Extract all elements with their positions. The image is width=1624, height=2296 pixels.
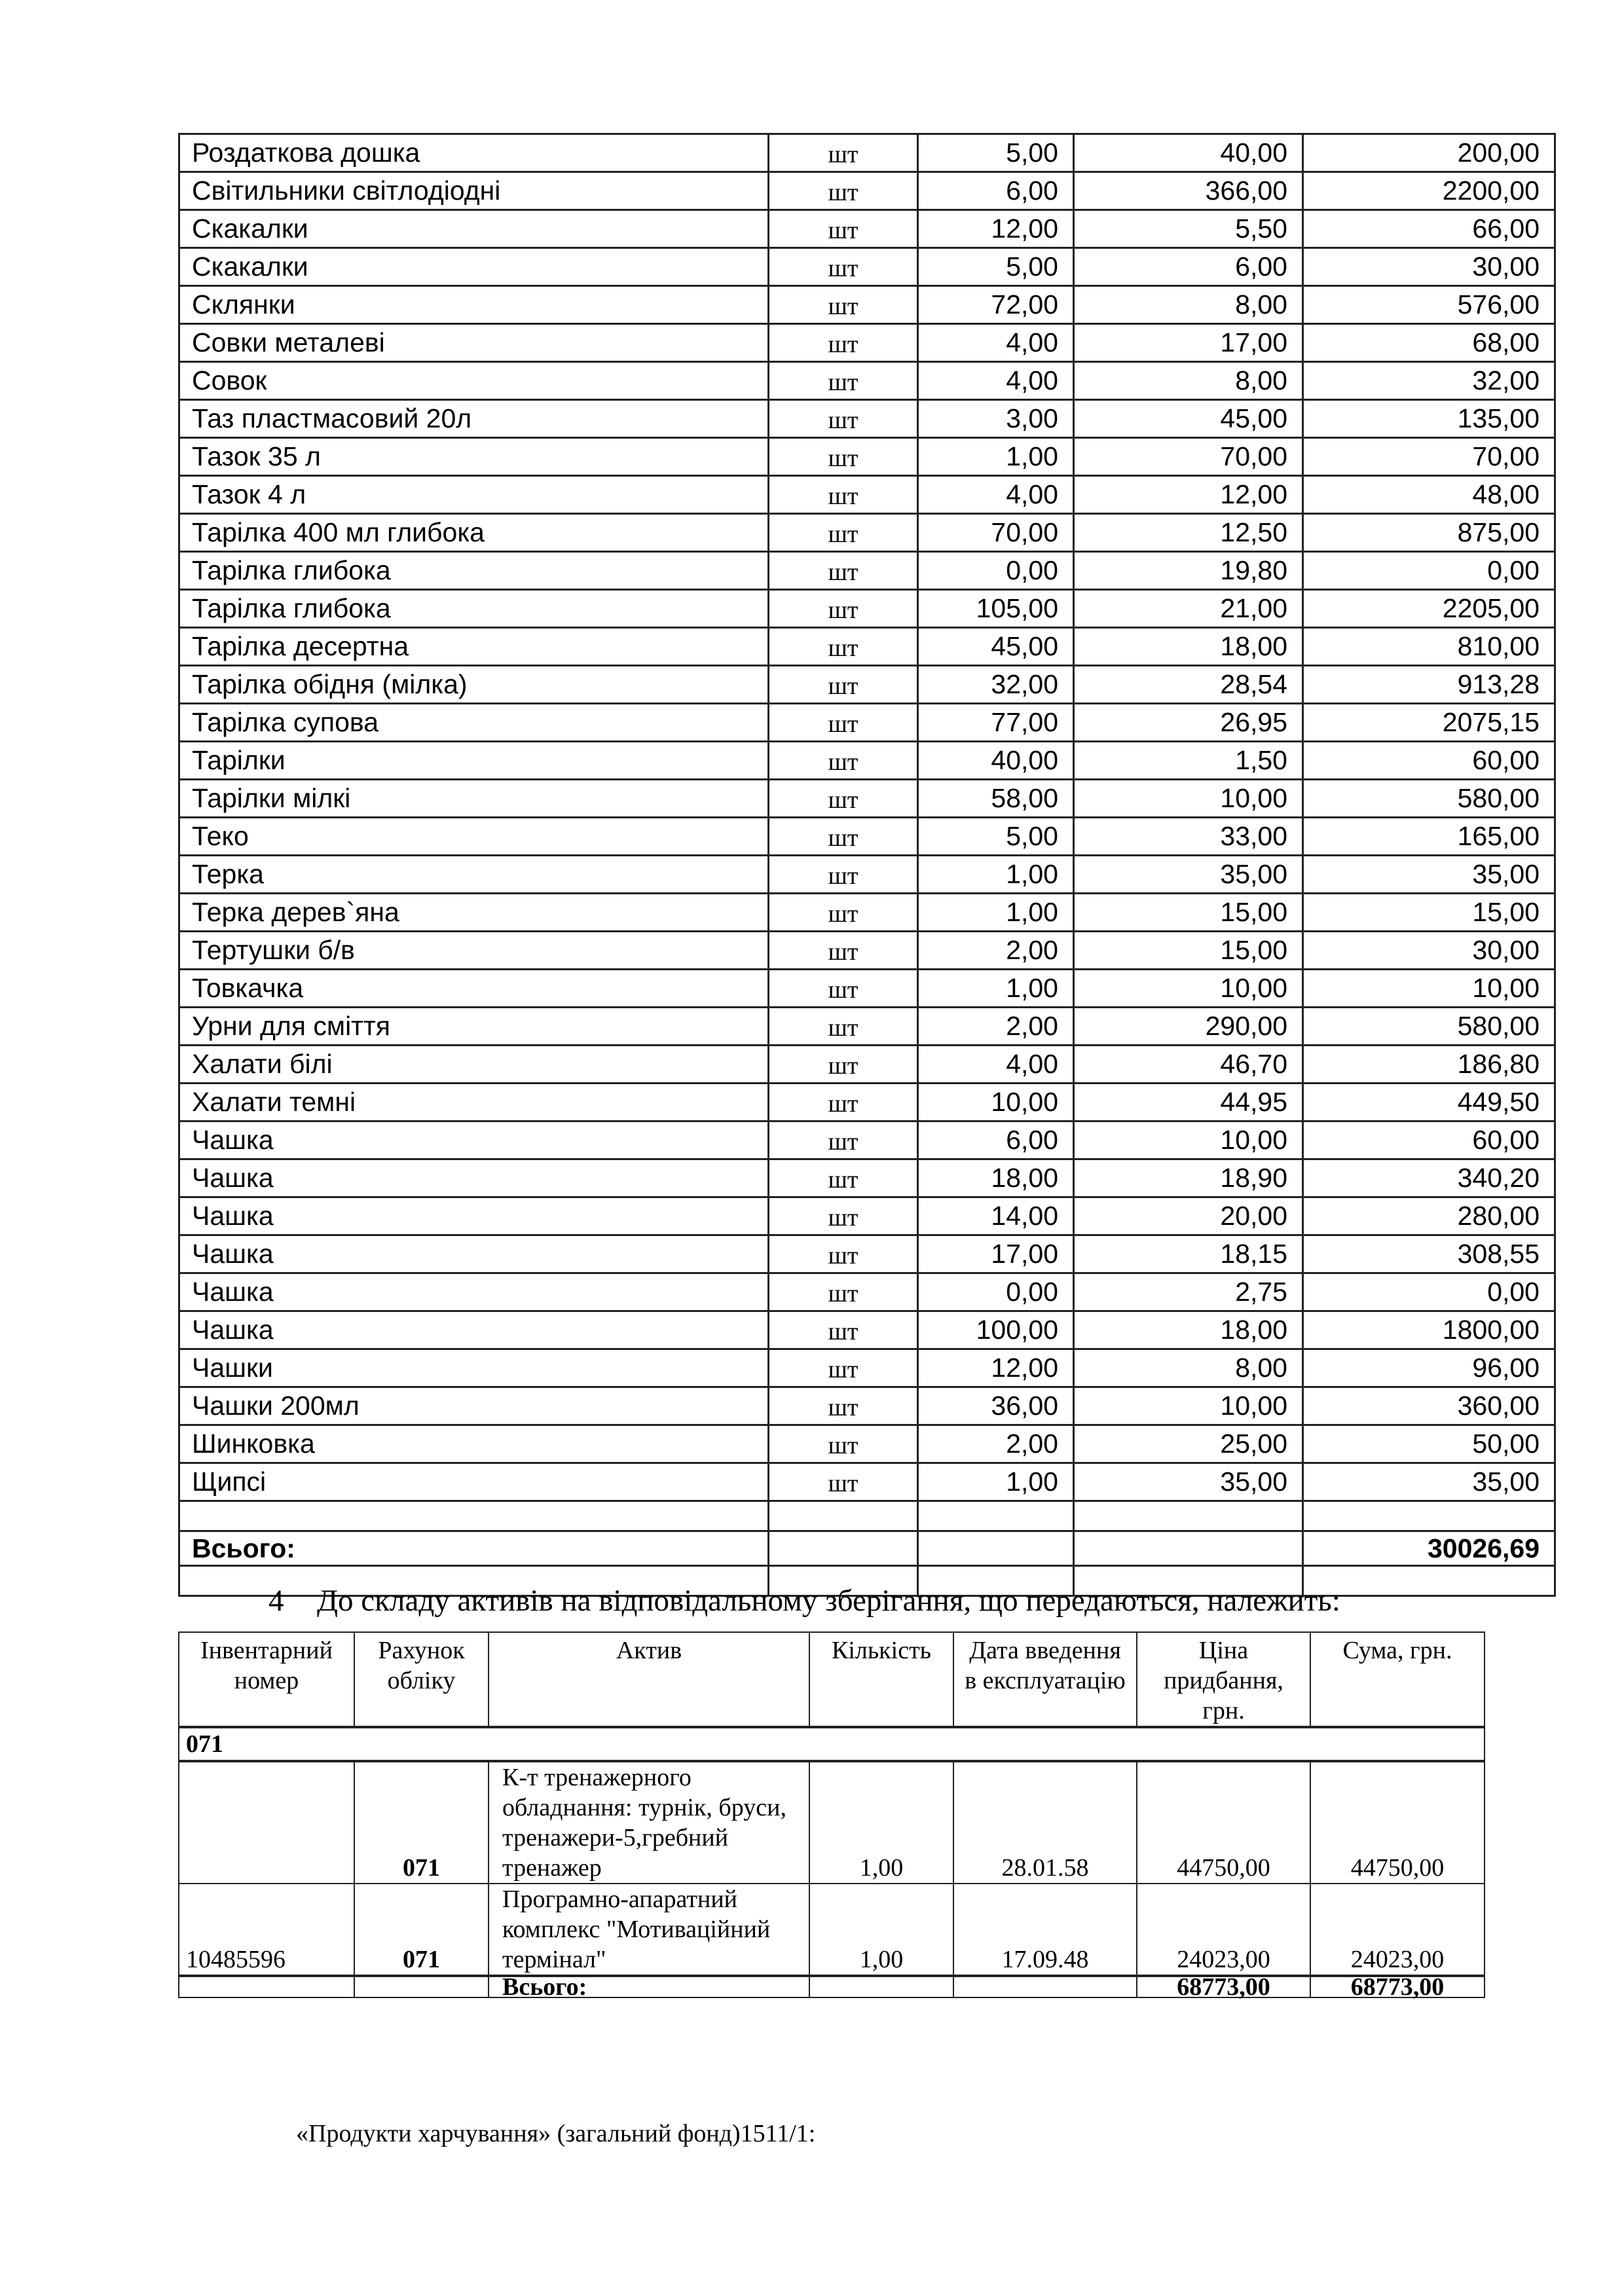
item-unit: шт <box>769 1046 918 1084</box>
asset-date: 17.09.48 <box>953 1884 1137 1976</box>
item-unit: шт <box>769 932 918 970</box>
asset-quantity: 1,00 <box>809 1884 953 1976</box>
item-quantity: 10,00 <box>918 1084 1074 1121</box>
item-quantity: 72,00 <box>918 286 1074 324</box>
item-quantity: 40,00 <box>918 742 1074 780</box>
item-price: 26,95 <box>1074 704 1303 742</box>
item-unit: шт <box>769 400 918 438</box>
item-price: 35,00 <box>1074 1463 1303 1501</box>
item-unit: шт <box>769 666 918 704</box>
asset-price: 24023,00 <box>1137 1884 1310 1976</box>
item-quantity: 105,00 <box>918 590 1074 628</box>
item-sum: 875,00 <box>1303 514 1555 552</box>
asset-date: 28.01.58 <box>953 1761 1137 1884</box>
item-name: Совки металеві <box>179 324 769 362</box>
inventory-row <box>179 324 1555 362</box>
item-name: Совок <box>179 362 769 400</box>
item-name: Чашка <box>179 1121 769 1159</box>
item-unit: шт <box>769 818 918 856</box>
inventory-row <box>179 894 1555 932</box>
inventory-row <box>179 742 1555 780</box>
item-unit: шт <box>769 1463 918 1501</box>
item-name: Чашка <box>179 1197 769 1235</box>
item-unit: шт <box>769 1387 918 1425</box>
inventory-row <box>179 1084 1555 1121</box>
item-name: Чашка <box>179 1235 769 1273</box>
item-name: Світильники світлодіодні <box>179 172 769 210</box>
food-products-heading: «Продукти харчування» (загальний фонд)1511/1: <box>296 2120 816 2147</box>
item-sum: 0,00 <box>1303 1273 1555 1311</box>
item-price: 46,70 <box>1074 1046 1303 1084</box>
assets-total-label: Всього: <box>489 1976 809 1997</box>
item-quantity: 18,00 <box>918 1159 1074 1197</box>
asset-sum: 24023,00 <box>1310 1884 1485 1976</box>
item-name: Тертушки б/в <box>179 932 769 970</box>
item-price: 8,00 <box>1074 286 1303 324</box>
item-price: 10,00 <box>1074 780 1303 818</box>
item-name: Роздаткова дошка <box>179 134 769 172</box>
item-price: 33,00 <box>1074 818 1303 856</box>
item-price: 12,00 <box>1074 476 1303 514</box>
item-quantity: 32,00 <box>918 666 1074 704</box>
inventory-row <box>179 286 1555 324</box>
item-quantity: 1,00 <box>918 1463 1074 1501</box>
item-sum: 68,00 <box>1303 324 1555 362</box>
item-unit: шт <box>769 1273 918 1311</box>
item-quantity: 2,00 <box>918 1425 1074 1463</box>
item-quantity: 0,00 <box>918 552 1074 590</box>
item-sum: 96,00 <box>1303 1349 1555 1387</box>
inventory-row <box>179 172 1555 210</box>
item-name: Тарілка десертна <box>179 628 769 666</box>
item-unit: шт <box>769 362 918 400</box>
item-name: Тарілка 400 мл глибока <box>179 514 769 552</box>
item-price: 70,00 <box>1074 438 1303 476</box>
item-price: 10,00 <box>1074 970 1303 1008</box>
item-name: Шинковка <box>179 1425 769 1463</box>
item-quantity: 5,00 <box>918 134 1074 172</box>
item-unit: шт <box>769 248 918 286</box>
item-price: 15,00 <box>1074 894 1303 932</box>
item-price: 10,00 <box>1074 1121 1303 1159</box>
inventory-row <box>179 1008 1555 1046</box>
item-name: Скакалки <box>179 248 769 286</box>
asset-row <box>179 1761 1485 1884</box>
item-quantity: 70,00 <box>918 514 1074 552</box>
item-sum: 186,80 <box>1303 1046 1555 1084</box>
inventory-row <box>179 704 1555 742</box>
header-quantity: Кількість <box>809 1632 953 1727</box>
item-unit: шт <box>769 970 918 1008</box>
item-name: Тазок 4 л <box>179 476 769 514</box>
item-price: 5,50 <box>1074 210 1303 248</box>
item-sum: 340,20 <box>1303 1159 1555 1197</box>
item-name: Чашки 200мл <box>179 1387 769 1425</box>
item-price: 8,00 <box>1074 362 1303 400</box>
header-sum: Сума, грн. <box>1310 1632 1485 1727</box>
item-price: 25,00 <box>1074 1425 1303 1463</box>
item-name: Тазок 35 л <box>179 438 769 476</box>
inventory-row <box>179 1197 1555 1235</box>
item-quantity: 6,00 <box>918 172 1074 210</box>
item-sum: 913,28 <box>1303 666 1555 704</box>
inventory-row <box>179 1046 1555 1084</box>
item-quantity: 2,00 <box>918 932 1074 970</box>
item-name: Скакалки <box>179 210 769 248</box>
item-name: Чашки <box>179 1349 769 1387</box>
asset-name: К-т тренажерного обладнання: турнік, бруси, тренажери-5,гребний тренажер <box>489 1761 809 1884</box>
item-quantity: 45,00 <box>918 628 1074 666</box>
item-quantity: 4,00 <box>918 362 1074 400</box>
item-sum: 810,00 <box>1303 628 1555 666</box>
item-quantity: 12,00 <box>918 1349 1074 1387</box>
item-sum: 165,00 <box>1303 818 1555 856</box>
item-name: Товкачка <box>179 970 769 1008</box>
inventory-table-body <box>179 134 1555 1501</box>
inventory-row <box>179 932 1555 970</box>
item-sum: 15,00 <box>1303 894 1555 932</box>
item-name: Тарілки мілкі <box>179 780 769 818</box>
item-sum: 35,00 <box>1303 1463 1555 1501</box>
inventory-row <box>179 552 1555 590</box>
blank-row <box>179 1501 1555 1531</box>
item-quantity: 77,00 <box>918 704 1074 742</box>
item-unit: шт <box>769 1349 918 1387</box>
item-unit: шт <box>769 704 918 742</box>
item-sum: 308,55 <box>1303 1235 1555 1273</box>
item-quantity: 58,00 <box>918 780 1074 818</box>
inventory-row <box>179 590 1555 628</box>
inventory-row <box>179 400 1555 438</box>
inventory-row <box>179 780 1555 818</box>
item-sum: 580,00 <box>1303 780 1555 818</box>
total-row <box>179 1531 1555 1566</box>
item-sum: 60,00 <box>1303 1121 1555 1159</box>
inventory-table-footer <box>179 1501 1555 1596</box>
item-sum: 200,00 <box>1303 134 1555 172</box>
item-name: Тарілки <box>179 742 769 780</box>
item-unit: шт <box>769 1197 918 1235</box>
item-price: 20,00 <box>1074 1197 1303 1235</box>
item-name: Теко <box>179 818 769 856</box>
item-sum: 2075,15 <box>1303 704 1555 742</box>
header-price: Ціна придбання, грн. <box>1137 1632 1310 1727</box>
asset-quantity: 1,00 <box>809 1761 953 1884</box>
item-name: Тарілка обідня (мілка) <box>179 666 769 704</box>
item-quantity: 6,00 <box>918 1121 1074 1159</box>
item-quantity: 4,00 <box>918 324 1074 362</box>
item-price: 18,15 <box>1074 1235 1303 1273</box>
assets-total-sum: 68773,00 <box>1310 1976 1485 1997</box>
item-sum: 32,00 <box>1303 362 1555 400</box>
item-sum: 449,50 <box>1303 1084 1555 1121</box>
item-price: 290,00 <box>1074 1008 1303 1046</box>
item-name: Тарілка глибока <box>179 552 769 590</box>
assets-header-row <box>179 1632 1485 1727</box>
item-price: 28,54 <box>1074 666 1303 704</box>
item-name: Терка <box>179 856 769 894</box>
inventory-row <box>179 856 1555 894</box>
inventory-row <box>179 476 1555 514</box>
assets-total-row <box>179 1976 1485 1997</box>
item-unit: шт <box>769 780 918 818</box>
assets-table <box>178 1631 1485 2001</box>
item-unit: шт <box>769 476 918 514</box>
group-label: 071 <box>179 1727 1485 1761</box>
item-price: 44,95 <box>1074 1084 1303 1121</box>
item-name: Тарілка глибока <box>179 590 769 628</box>
item-sum: 70,00 <box>1303 438 1555 476</box>
item-unit: шт <box>769 552 918 590</box>
section-heading <box>268 1583 1340 1618</box>
item-unit: шт <box>769 628 918 666</box>
item-price: 18,00 <box>1074 1311 1303 1349</box>
item-quantity: 5,00 <box>918 818 1074 856</box>
item-price: 40,00 <box>1074 134 1303 172</box>
item-name: Таз пластмасовий 20л <box>179 400 769 438</box>
item-sum: 1800,00 <box>1303 1311 1555 1349</box>
item-name: Чашка <box>179 1159 769 1197</box>
item-sum: 0,00 <box>1303 552 1555 590</box>
item-price: 6,00 <box>1074 248 1303 286</box>
item-unit: шт <box>769 1159 918 1197</box>
assets-total-price: 68773,00 <box>1137 1976 1310 1997</box>
asset-name: Програмно-апаратний комплекс "Мотиваційний термінал" <box>489 1884 809 1976</box>
item-name: Урни для сміття <box>179 1008 769 1046</box>
inventory-row <box>179 362 1555 400</box>
header-inv-number: Інвентарний номер <box>179 1632 354 1727</box>
item-unit: шт <box>769 324 918 362</box>
item-name: Щипсі <box>179 1463 769 1501</box>
item-price: 2,75 <box>1074 1273 1303 1311</box>
item-quantity: 4,00 <box>918 1046 1074 1084</box>
item-unit: шт <box>769 286 918 324</box>
item-price: 18,90 <box>1074 1159 1303 1197</box>
item-name: Терка дерев`яна <box>179 894 769 932</box>
item-unit: шт <box>769 438 918 476</box>
item-quantity: 36,00 <box>918 1387 1074 1425</box>
item-sum: 50,00 <box>1303 1425 1555 1463</box>
item-unit: шт <box>769 210 918 248</box>
total-label: Всього: <box>179 1531 769 1566</box>
item-sum: 135,00 <box>1303 400 1555 438</box>
inventory-row <box>179 818 1555 856</box>
item-price: 18,00 <box>1074 628 1303 666</box>
item-sum: 30,00 <box>1303 932 1555 970</box>
item-price: 45,00 <box>1074 400 1303 438</box>
inventory-row <box>179 1349 1555 1387</box>
item-unit: шт <box>769 134 918 172</box>
inventory-row <box>179 514 1555 552</box>
item-sum: 2200,00 <box>1303 172 1555 210</box>
item-sum: 30,00 <box>1303 248 1555 286</box>
item-quantity: 0,00 <box>918 1273 1074 1311</box>
asset-sum: 44750,00 <box>1310 1761 1485 1884</box>
item-quantity: 1,00 <box>918 894 1074 932</box>
asset-price: 44750,00 <box>1137 1761 1310 1884</box>
inventory-row <box>179 628 1555 666</box>
inventory-table <box>178 133 1556 1597</box>
item-name: Халати темні <box>179 1084 769 1121</box>
item-quantity: 1,00 <box>918 970 1074 1008</box>
inventory-row <box>179 1159 1555 1197</box>
item-quantity: 17,00 <box>918 1235 1074 1273</box>
inventory-row <box>179 666 1555 704</box>
item-sum: 360,00 <box>1303 1387 1555 1425</box>
inventory-row <box>179 1273 1555 1311</box>
item-name: Халати білі <box>179 1046 769 1084</box>
item-price: 1,50 <box>1074 742 1303 780</box>
inventory-row <box>179 1311 1555 1349</box>
item-price: 35,00 <box>1074 856 1303 894</box>
item-quantity: 1,00 <box>918 856 1074 894</box>
inventory-row <box>179 1121 1555 1159</box>
inventory-row <box>179 248 1555 286</box>
inventory-row <box>179 970 1555 1008</box>
header-asset: Актив <box>489 1632 809 1727</box>
item-price: 15,00 <box>1074 932 1303 970</box>
asset-inv-number <box>179 1761 354 1884</box>
asset-row <box>179 1884 1485 1976</box>
section-title: До складу активів на відповідальному зберігання, що передаються, належить: <box>317 1584 1340 1618</box>
item-quantity: 14,00 <box>918 1197 1074 1235</box>
item-quantity: 4,00 <box>918 476 1074 514</box>
item-unit: шт <box>769 172 918 210</box>
item-quantity: 3,00 <box>918 400 1074 438</box>
item-unit: шт <box>769 514 918 552</box>
header-account: Рахунок обліку <box>354 1632 489 1727</box>
item-quantity: 100,00 <box>918 1311 1074 1349</box>
item-sum: 48,00 <box>1303 476 1555 514</box>
item-name: Тарілка супова <box>179 704 769 742</box>
item-sum: 35,00 <box>1303 856 1555 894</box>
item-name: Склянки <box>179 286 769 324</box>
item-unit: шт <box>769 1121 918 1159</box>
item-sum: 10,00 <box>1303 970 1555 1008</box>
item-unit: шт <box>769 1311 918 1349</box>
inventory-row <box>179 210 1555 248</box>
item-sum: 576,00 <box>1303 286 1555 324</box>
item-name: Чашка <box>179 1273 769 1311</box>
asset-inv-number: 10485596 <box>179 1884 354 1976</box>
item-price: 19,80 <box>1074 552 1303 590</box>
item-price: 366,00 <box>1074 172 1303 210</box>
header-date: Дата введення в експлуатацію <box>953 1632 1137 1727</box>
item-price: 8,00 <box>1074 1349 1303 1387</box>
item-quantity: 1,00 <box>918 438 1074 476</box>
asset-account: 071 <box>354 1884 489 1976</box>
item-quantity: 5,00 <box>918 248 1074 286</box>
item-unit: шт <box>769 1425 918 1463</box>
item-sum: 280,00 <box>1303 1197 1555 1235</box>
item-unit: шт <box>769 1235 918 1273</box>
asset-account: 071 <box>354 1761 489 1884</box>
item-sum: 580,00 <box>1303 1008 1555 1046</box>
inventory-row <box>179 1425 1555 1463</box>
item-name: Чашка <box>179 1311 769 1349</box>
inventory-row <box>179 134 1555 172</box>
group-row <box>179 1727 1485 1761</box>
total-sum: 30026,69 <box>1303 1531 1555 1566</box>
item-unit: шт <box>769 590 918 628</box>
item-sum: 60,00 <box>1303 742 1555 780</box>
section-number: 4 <box>268 1584 284 1618</box>
item-sum: 2205,00 <box>1303 590 1555 628</box>
item-unit: шт <box>769 1008 918 1046</box>
item-sum: 66,00 <box>1303 210 1555 248</box>
item-unit: шт <box>769 742 918 780</box>
inventory-row <box>179 438 1555 476</box>
item-price: 12,50 <box>1074 514 1303 552</box>
item-price: 17,00 <box>1074 324 1303 362</box>
inventory-row <box>179 1387 1555 1425</box>
item-unit: шт <box>769 856 918 894</box>
inventory-row <box>179 1235 1555 1273</box>
item-unit: шт <box>769 894 918 932</box>
item-price: 10,00 <box>1074 1387 1303 1425</box>
item-price: 21,00 <box>1074 590 1303 628</box>
item-unit: шт <box>769 1084 918 1121</box>
item-quantity: 12,00 <box>918 210 1074 248</box>
item-quantity: 2,00 <box>918 1008 1074 1046</box>
inventory-row <box>179 1463 1555 1501</box>
